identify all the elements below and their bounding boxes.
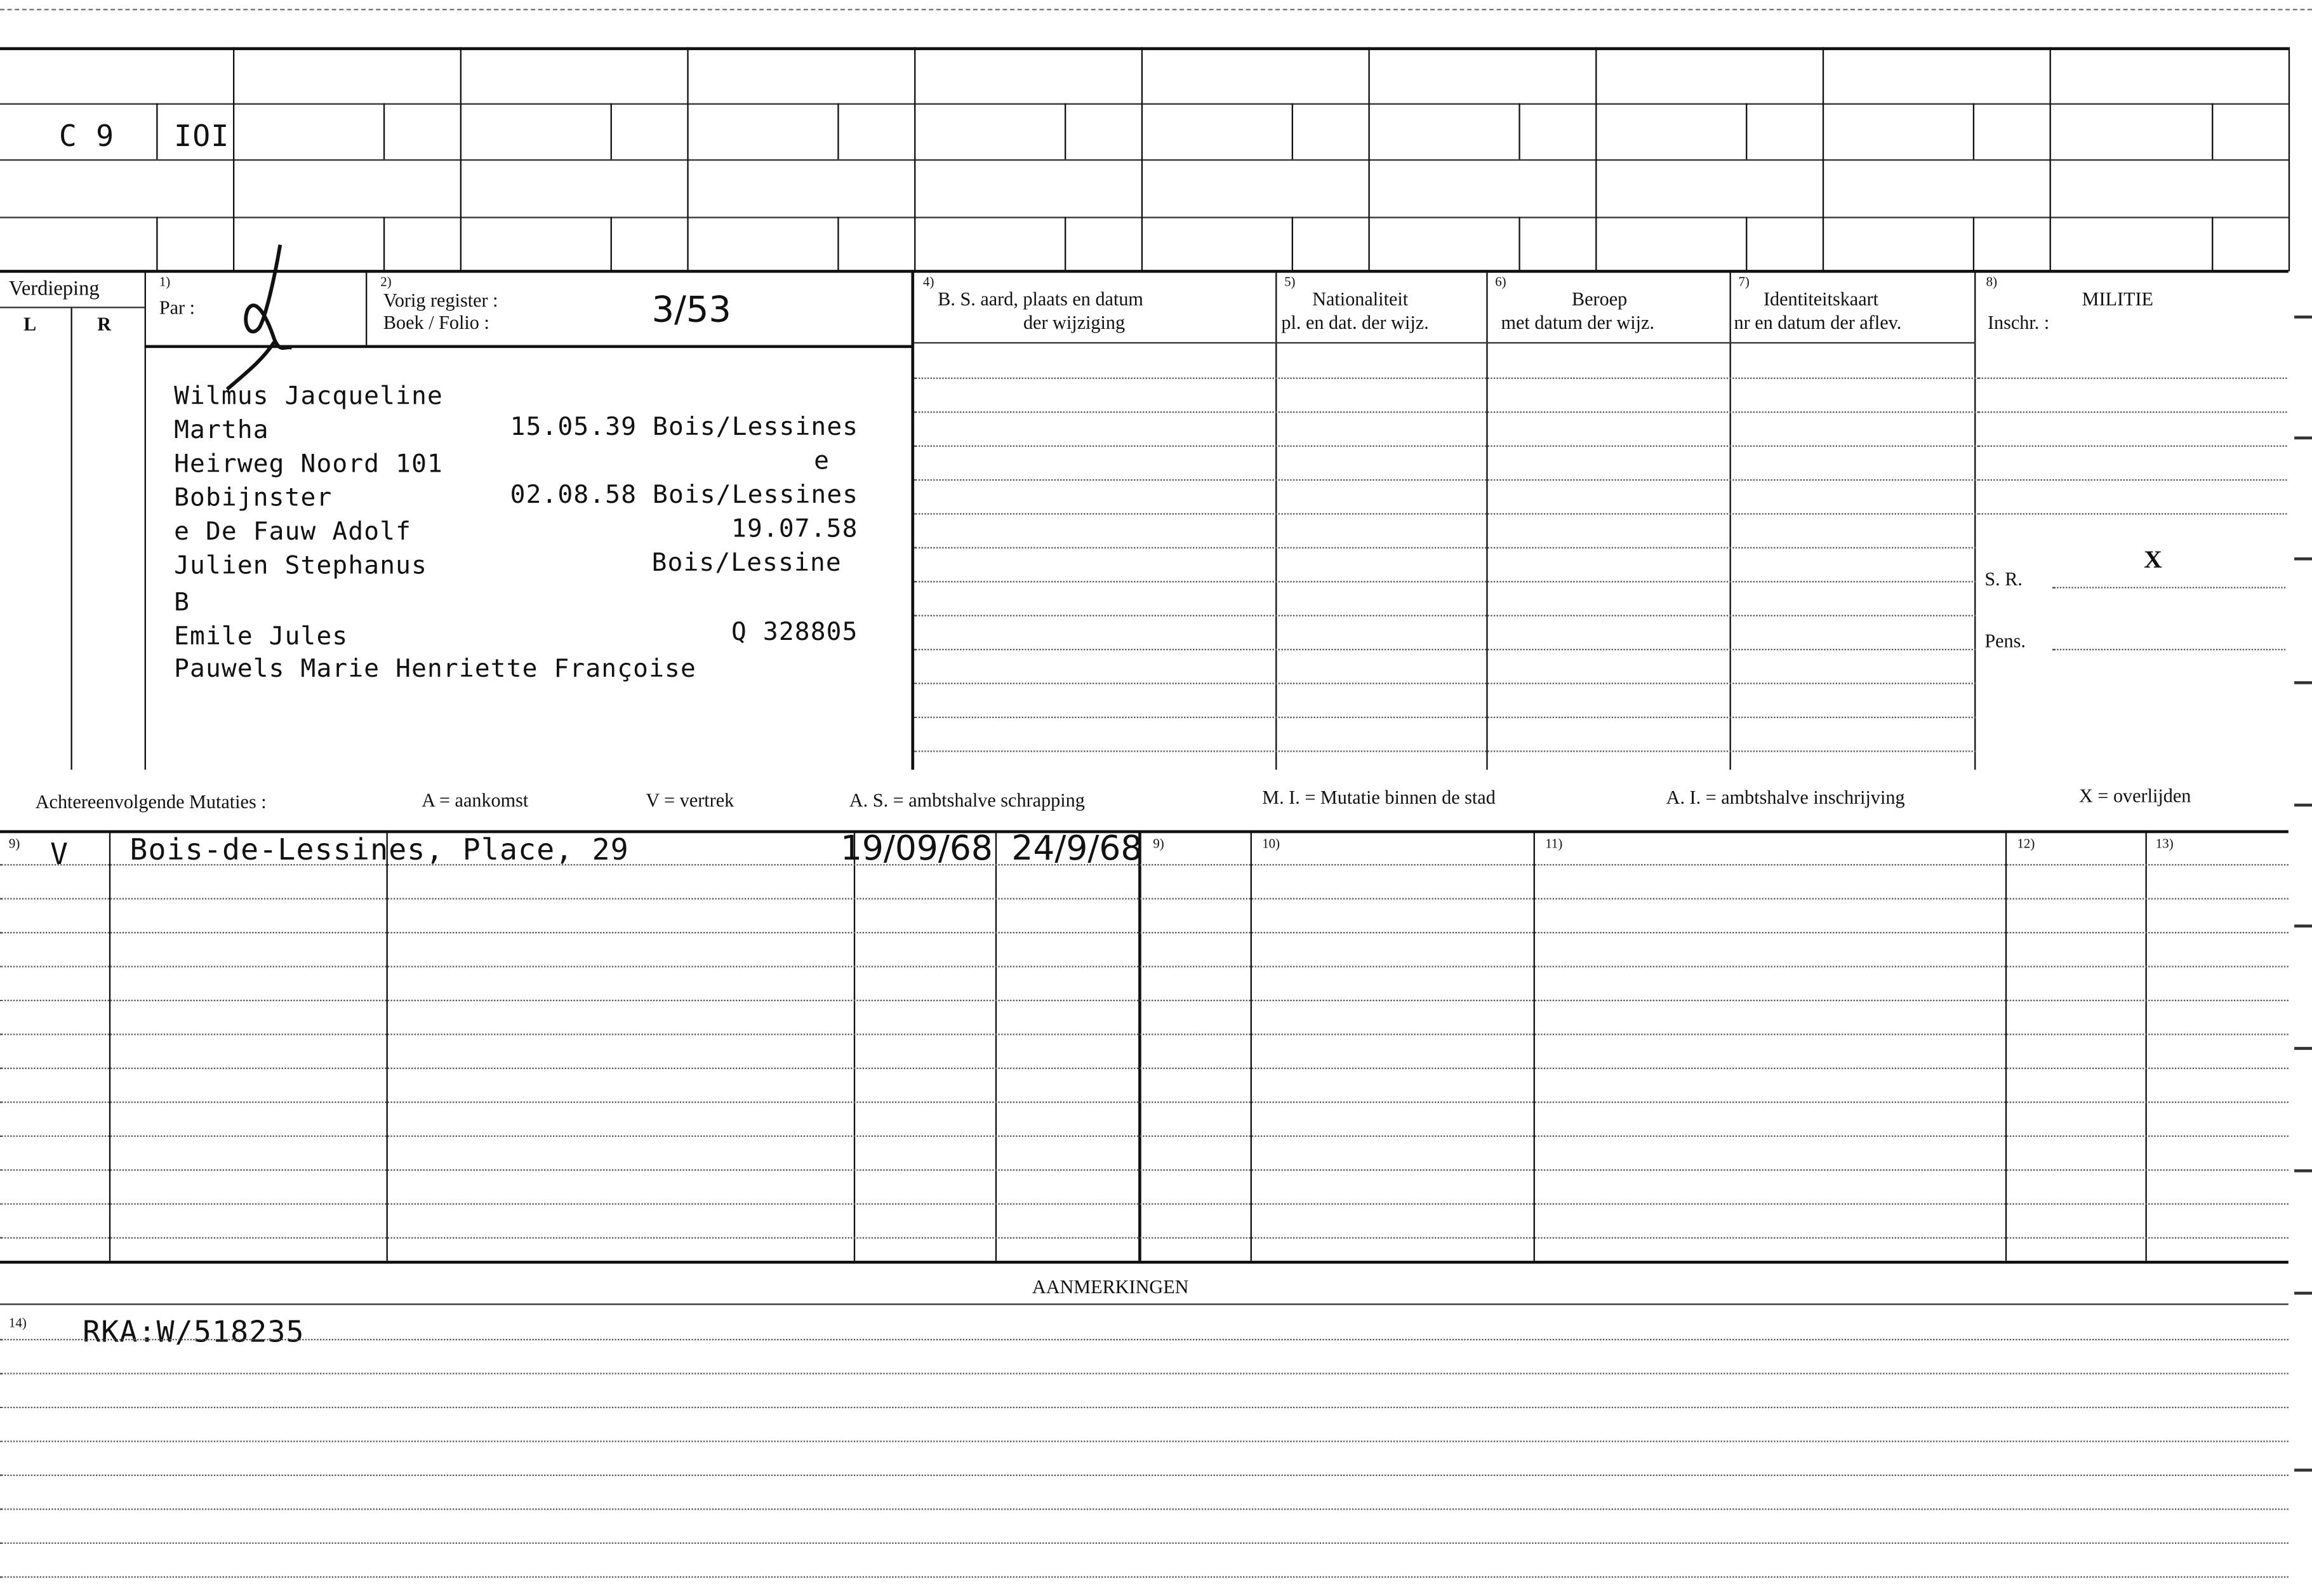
- grid-line: [1973, 216, 1974, 271]
- grid-line: [383, 216, 385, 271]
- beroep-header-line1: Beroep: [1571, 287, 1628, 310]
- nat-header-line1: Nationaliteit: [1312, 287, 1409, 310]
- edge-tick: [2294, 681, 2312, 684]
- dotted-line: [0, 1135, 2289, 1136]
- grid-line: [1486, 271, 1487, 769]
- person-line: Julien Stephanus: [174, 551, 428, 582]
- grid-line: [1823, 47, 1824, 271]
- grid-line: [1534, 832, 1535, 1261]
- l-label: L: [23, 312, 37, 335]
- field-number: 13): [2155, 835, 2174, 851]
- grid-line: [1746, 216, 1747, 271]
- dotted-line: [1977, 378, 2287, 379]
- mutation-place: Bois-de-Lessines, Place, 29: [130, 832, 629, 867]
- grid-line: [1065, 103, 1066, 159]
- legend-x: X = overlijden: [2079, 784, 2191, 807]
- person-line: Heirweg Noord 101: [174, 449, 443, 479]
- person-line: e De Fauw Adolf: [174, 517, 412, 547]
- field-number: 10): [1262, 835, 1280, 851]
- grid-line: [611, 216, 612, 271]
- grid-line: [687, 47, 688, 271]
- grid-line: [383, 103, 385, 159]
- grid-line: [366, 271, 367, 345]
- field-number: 11): [1545, 835, 1563, 851]
- grid-line: [0, 159, 2289, 161]
- field-number: 5): [1284, 274, 1296, 289]
- code-c9: C 9: [58, 117, 115, 154]
- dotted-line: [0, 1339, 2289, 1340]
- edge-tick: [2294, 1468, 2312, 1472]
- dotted-line: [0, 1000, 2289, 1001]
- grid-line: [1141, 47, 1143, 271]
- grid-line: [837, 216, 839, 271]
- legend-mi: M. I. = Mutatie binnen de stad: [1262, 785, 1496, 808]
- dotted-line: [914, 378, 1976, 379]
- dotted-line: [0, 1407, 2289, 1408]
- grid-line: [1973, 103, 1974, 159]
- dotted-line: [0, 898, 2289, 900]
- grid-line: [156, 216, 157, 271]
- field-number: 9): [8, 835, 20, 851]
- dotted-line: [914, 547, 1976, 549]
- edge-tick: [2294, 557, 2312, 561]
- grid-line: [911, 271, 914, 769]
- grid-line: [1746, 103, 1747, 159]
- dotted-line: [0, 1068, 2289, 1069]
- grid-line: [1275, 271, 1277, 769]
- dotted-line: [0, 1543, 2289, 1544]
- boek-folio-value: 3/53: [651, 289, 731, 331]
- grid-line: [156, 103, 157, 159]
- grid-line: [0, 1261, 2289, 1264]
- edge-tick: [2294, 437, 2312, 440]
- dotted-line: [914, 649, 1976, 650]
- dotted-line: [0, 1508, 2289, 1510]
- dotted-line: [914, 682, 1976, 684]
- grid-line: [1368, 47, 1369, 271]
- grid-line: [995, 832, 997, 1261]
- sr-label: S. R.: [1984, 568, 2023, 590]
- dotted-line: [0, 966, 2289, 967]
- grid-line: [1251, 832, 1252, 1261]
- field-number: 7): [1738, 274, 1750, 289]
- grid-line: [0, 216, 2289, 218]
- person-line: Martha: [174, 416, 269, 446]
- dotted-line: [1977, 513, 2287, 514]
- inschr-label: Inschr. :: [1987, 311, 2050, 333]
- dotted-line: [0, 1237, 2289, 1239]
- edge-tick: [2294, 1169, 2312, 1173]
- bs-header-line2: der wijziging: [1023, 311, 1126, 333]
- grid-line: [1292, 103, 1293, 159]
- person-line: Pauwels Marie Henriette Françoise: [174, 655, 696, 684]
- grid-line: [2146, 832, 2147, 1261]
- grid-line: [1065, 216, 1066, 271]
- field-number: 14): [8, 1315, 27, 1331]
- grid-line: [1974, 271, 1976, 769]
- field-number: 6): [1495, 274, 1506, 289]
- militie-header: MILITIE: [2082, 287, 2154, 310]
- dotted-line: [914, 717, 1976, 718]
- grid-line: [0, 47, 2289, 50]
- person-line: Wilmus Jacqueline: [174, 382, 443, 412]
- edge-tick: [2294, 1047, 2312, 1050]
- person-line: B: [174, 588, 190, 618]
- grid-line: [837, 103, 839, 159]
- dotted-line: [0, 1169, 2289, 1171]
- dotted-line: [914, 411, 1976, 413]
- dotted-line: [914, 750, 1976, 752]
- grid-line: [109, 832, 110, 1261]
- id-header-line1: Identiteitskaart: [1763, 287, 1879, 310]
- edge-tick: [2294, 804, 2312, 807]
- verdieping-label: Verdieping: [8, 278, 100, 301]
- field-number: 1): [159, 274, 171, 289]
- grid-line: [2289, 47, 2290, 271]
- grid-line: [2212, 103, 2213, 159]
- legend-v: V = vertrek: [646, 788, 734, 811]
- legend-ai: A. I. = ambtshalve inschrijving: [1666, 785, 1905, 808]
- beroep-header-line2: met datum der wijz.: [1501, 311, 1654, 333]
- dotted-line: [2052, 587, 2285, 588]
- field-number: 4): [923, 274, 934, 289]
- edge-tick: [2294, 316, 2312, 319]
- field-number: 2): [380, 274, 392, 289]
- mutation-code: V: [50, 835, 69, 872]
- dotted-line: [0, 1475, 2289, 1476]
- grid-line: [1138, 832, 1141, 1261]
- dotted-line: [0, 932, 2289, 933]
- dotted-line: [914, 513, 1976, 514]
- grid-line: [70, 307, 72, 769]
- field-number: 8): [1986, 274, 1998, 289]
- dotted-line: [0, 1373, 2289, 1374]
- grid-line: [1518, 103, 1520, 159]
- code-101: IOI: [174, 117, 230, 154]
- field-number: 9): [1153, 835, 1164, 851]
- boek-folio-label: Boek / Folio :: [383, 311, 489, 333]
- pens-label: Pens.: [1984, 629, 2026, 652]
- dotted-line: [0, 1034, 2289, 1035]
- dotted-line: [1977, 479, 2287, 481]
- remarks-text: RKA:W/518235: [83, 1313, 305, 1350]
- grid-line: [1730, 271, 1731, 769]
- grid-line: [1595, 47, 1597, 271]
- person-line: Emile Jules: [174, 622, 349, 652]
- person-right-line: Q 328805: [731, 618, 858, 648]
- dotted-line: [914, 479, 1976, 481]
- grid-line: [914, 342, 1976, 343]
- grid-line: [0, 1303, 2289, 1305]
- mutation-date1: 19/09/68: [840, 830, 993, 869]
- grid-line: [2005, 832, 2007, 1261]
- dotted-line: [0, 1203, 2289, 1204]
- grid-line: [2212, 216, 2213, 271]
- par-handwritten-mark: [221, 236, 309, 398]
- dotted-line: [2052, 649, 2285, 650]
- vorig-register-label: Vorig register :: [383, 289, 498, 312]
- par-label: Par :: [159, 296, 196, 319]
- grid-line: [0, 307, 145, 308]
- edge-tick: [2294, 1292, 2312, 1295]
- person-right-line: 19.07.58: [731, 514, 858, 545]
- person-right-line: 02.08.58 Bois/Lessines: [510, 481, 859, 510]
- torn-edge: [0, 9, 2312, 19]
- grid-line: [387, 832, 388, 1261]
- nat-header-line2: pl. en dat. der wijz.: [1281, 311, 1429, 333]
- legend-a: A = aankomst: [422, 788, 529, 811]
- grid-line: [611, 103, 612, 159]
- sr-mark: X: [2144, 545, 2162, 574]
- grid-line: [0, 270, 2289, 273]
- r-label: R: [97, 312, 112, 335]
- remarks-title: AANMERKINGEN: [1032, 1275, 1189, 1298]
- dotted-line: [0, 1440, 2289, 1442]
- grid-line: [0, 103, 2289, 105]
- grid-line: [1518, 216, 1520, 271]
- person-right-line: Bois/Lessine: [651, 549, 842, 578]
- person-right-line: e: [814, 446, 830, 477]
- grid-line: [854, 832, 855, 1261]
- bs-header-line1: B. S. aard, plaats en datum: [938, 287, 1143, 310]
- grid-line: [914, 47, 915, 271]
- person-line: Bobijnster: [174, 483, 333, 514]
- dotted-line: [914, 581, 1976, 582]
- dotted-line: [0, 1576, 2289, 1578]
- grid-line: [1292, 216, 1293, 271]
- mutation-date2: 24/9/68: [1011, 830, 1143, 869]
- legend-title: Achtereenvolgende Mutaties :: [35, 790, 267, 813]
- legend-as: A. S. = ambtshalve schrapping: [849, 788, 1085, 811]
- dotted-line: [914, 445, 1976, 446]
- dotted-line: [1977, 411, 2287, 413]
- edge-tick: [2294, 924, 2312, 928]
- grid-line: [2050, 47, 2051, 271]
- id-header-line2: nr en datum der aflev.: [1734, 311, 1902, 333]
- person-right-line: 15.05.39 Bois/Lessines: [510, 413, 859, 442]
- dotted-line: [1977, 445, 2287, 446]
- dotted-line: [0, 1101, 2289, 1103]
- field-number: 12): [2017, 835, 2035, 851]
- dotted-line: [914, 615, 1976, 616]
- grid-line: [460, 47, 462, 271]
